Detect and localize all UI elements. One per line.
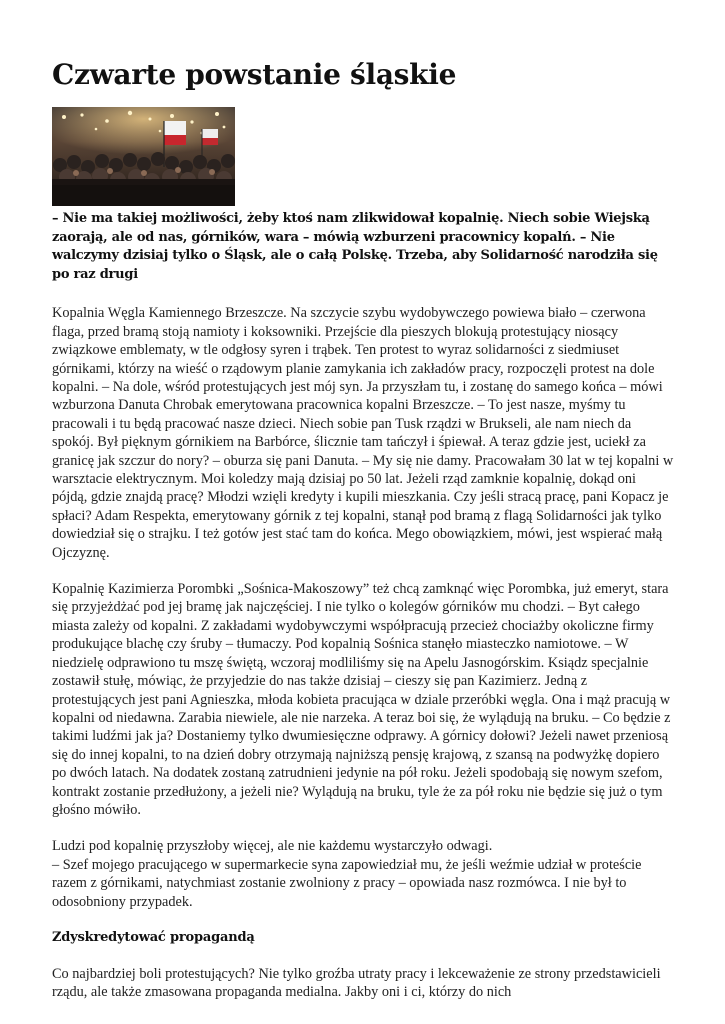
article-title: Czwarte powstanie śląskie: [52, 58, 457, 91]
article-subheading: Zdyskredytować propagandą: [52, 929, 255, 945]
article-lead: – Nie ma takiej możliwości, żeby ktoś nam zlikwidował kopalnię. Niech sobie Wiejską zaorają, ale od nas, górników, wara – mówią wzburzeni pracownicy kopalń. – Nie walczymy dzisiaj tylko o Śląsk, ale o całą Polskę. Trzeba, aby Solidarność narodziła się po raz drugi: [52, 211, 658, 282]
article-paragraph: Kopalnię Kazimierza Porombki „Sośnica-Makoszowy” też chcą zamknąć więc Porombka, już emeryt, stara się przyjeżdżać pod jej bramę jak najczęściej. I nie tylko o kolegów górników mu chodzi. – Byt całego miasta zależy od kopalni. Z zakładami wydobywczymi współpracują przecież chociażby okoliczne firmy produkujące blachę czy śruby – tłumaczy. Pod kopalnią Sośnica stanęło miasteczko namiotowe. – W niedzielę odprawiono tu mszę świętą, wczoraj modliliśmy się na Apelu Jasnogórskim. Ksiądz specjalnie zostawił stułę, mówiąc, że przyjedzie do nas także dzisiaj – cieszy się pan Kazimierz. Jedną z protestujących jest pani Agnieszka, młoda kobieta pracująca w dziale przeróbki węgla. Ona i mąż pracują w kopalni od niedawna. Zarabia niewiele, ale nie narzeka. A teraz boi się, że wylądują na bruku. – Co będzie z takimi ludźmi jak ja? Dostaniemy tylko dwumiesięczne odprawy. A górnicy dołowi? Jeżeli nawet przeniosą się do innej kopalni, to na dzień dobry otrzymają najniższą pensję krajową, z szansą na podwyżkę dopiero po dwóch latach. Na dodatek zostaną zatrudnieni jedynie na pół roku. Jeżeli spodobają się nowym szefom, kontrakt zostanie przedłużony, a jeżeli nie? Wylądują na bruku, tyle że za pół roku nie będzie się już o tym głośno mówiło.: [52, 581, 671, 818]
article-paragraph: Kopalnia Węgla Kamiennego Brzeszcze. Na szczycie szybu wydobywczego powiewa biało – czerwona flaga, przed bramą stoją namioty i koksowniki. Przejście dla pieszych blokują protestujący niosący związkowe emblematy, w tle odgłosy syren i trąbek. Ten protest to wyraz solidarności z siedmiuset górnikami, którzy na wieść o rządowym planie zamykania ich zakładów pracy, rozpoczęli protest na dole kopalni. – Na dole, wśród protestujących jest mój syn. Ja przyszłam tu, i zostanę do samego końca – mówi wzburzona Danuta Chrobak emerytowana pracownica kopalni Brzeszcze. – To jest nasze, myśmy tu pracowali i tu będą pracować nasze dzieci. Niech sobie pan Tusk rządzi w Brukseli, ale nam niech da spokój. Był pięknym górnikiem na Barbórce, ślicznie tam tańczył i śpiewał. A teraz gdzie jest, uciekł za granicę jak szczur do nory? – oburza się pani Danuta. – My się nie damy. Pracowałam 30 lat w tej kopalni w warsztacie elektrycznym. Moi koledzy mają dzisiaj po 50 lat. Jeżeli rząd zamknie kopalnię, dokąd oni pójdą, gdzie znajdą pracę? Młodzi wzięli kredyty i kupili mieszkania. Czy jeśli stracą pracę, pani Kopacz je spłaci? Adam Respekta, emerytowany górnik z tej kopalni, stanął pod bramą z flagą Solidarności jak tylko dowiedział się o strajku. I też gotów jest stać tam do końca. Mego obowiązkiem, mówi, jest wspierać małą Ojczyznę.: [52, 305, 674, 561]
article: [52, 0, 674, 1002]
article-paragraph: Ludzi pod kopalnię przyszłoby więcej, ale nie każdemu wystarczyło odwagi. – Szef mojego pracującego w supermarkecie syna zapowiedział mu, że jeśli weźmie udział w proteście razem z górnikami, natychmiast zostanie zwolniony z pracy – opowiada nasz rozmówca. I nie był to odosobniony przypadek.: [52, 838, 642, 910]
article-paragraph: Co najbardziej boli protestujących? Nie tylko groźba utraty pracy i lekceważenie ze strony przedstawicieli rządu, ale także zmasowana propaganda medialna. Jakby oni i ci, którzy do nich: [52, 965, 661, 1001]
article-photo: [52, 107, 235, 206]
